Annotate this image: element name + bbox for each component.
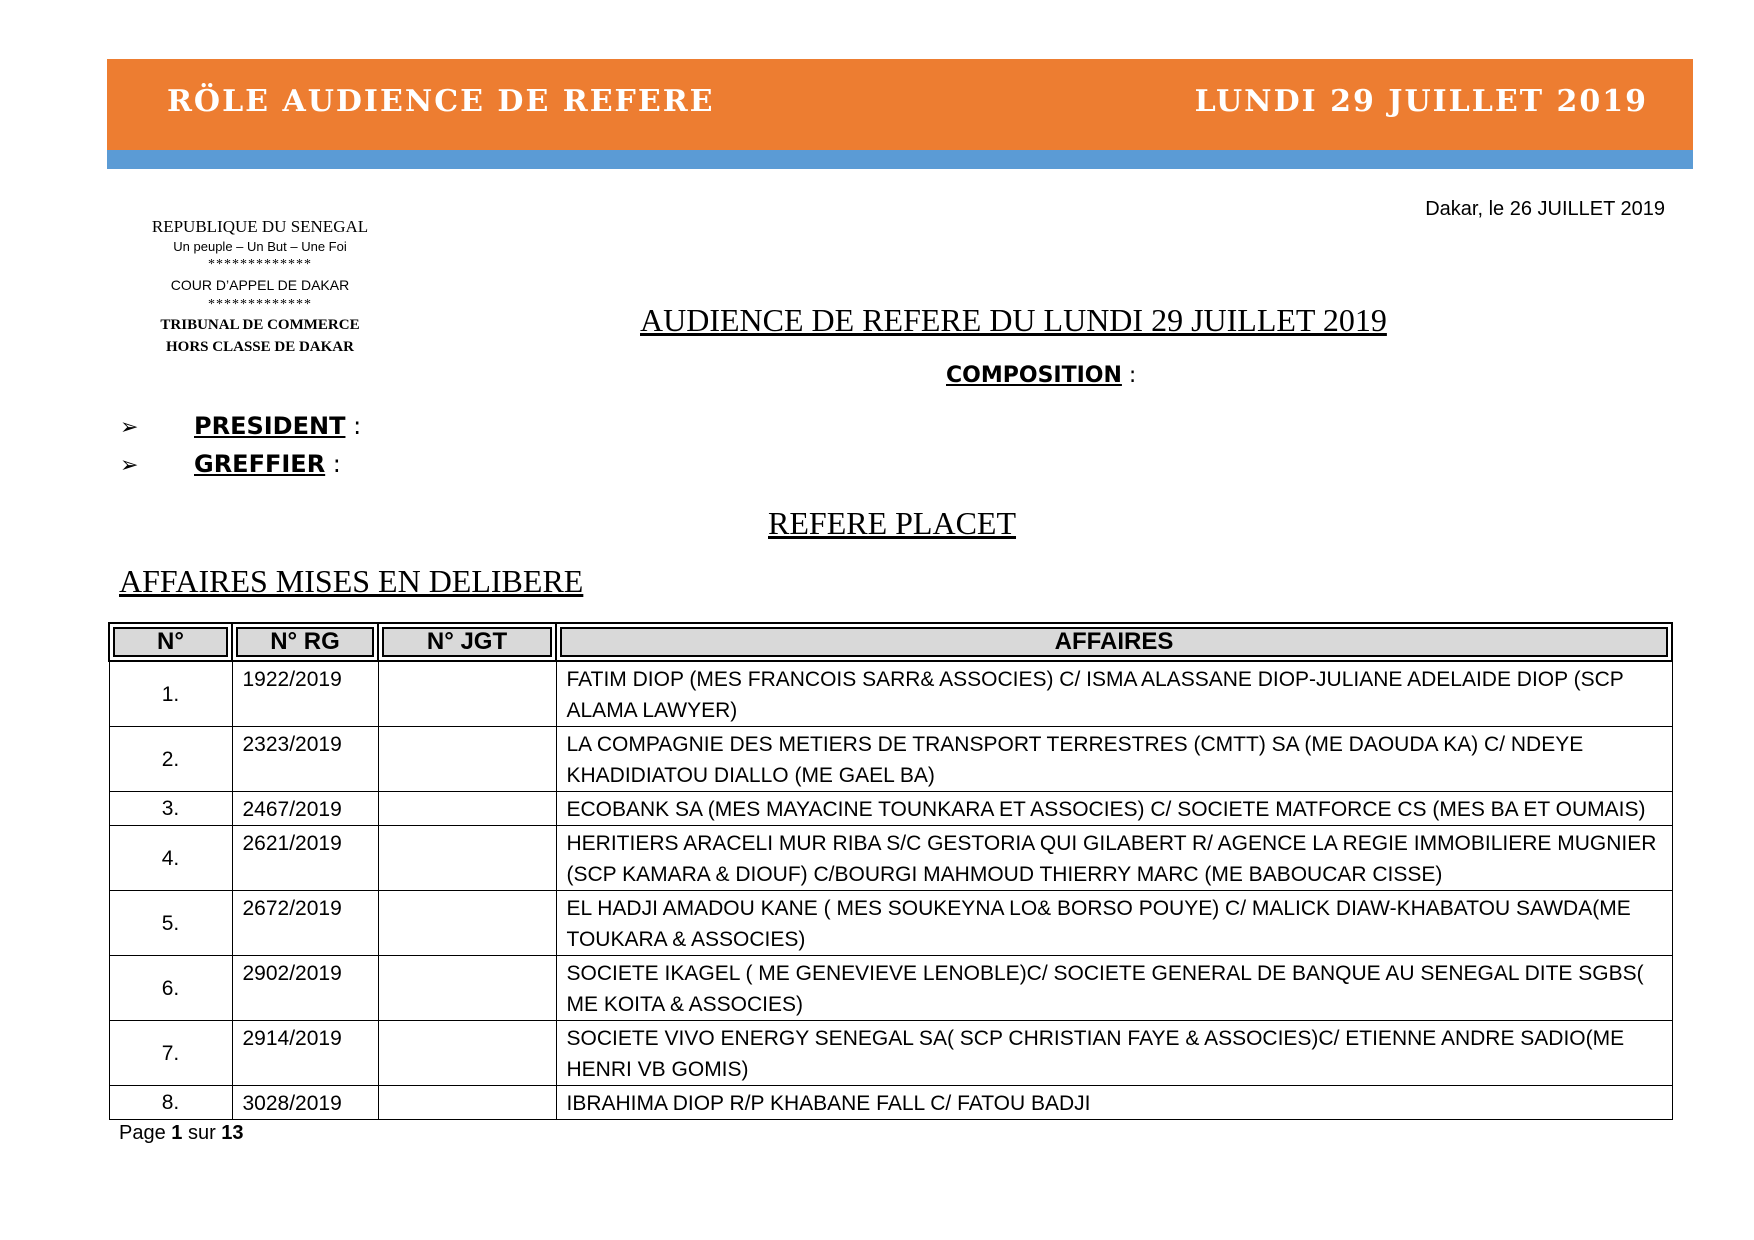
column-header-number: N° (109, 623, 232, 661)
section-title: AFFAIRES MISES EN DELIBERE (119, 563, 584, 599)
page-current: 1 (171, 1122, 183, 1144)
separator-stars: ************* (208, 257, 312, 272)
issuing-authority (130, 216, 390, 358)
case-rg: 2323/2019 (232, 727, 378, 792)
case-affaire: FATIM DIOP (MES FRANCOIS SARR& ASSOCIES) C/ ISMA ALASSANE DIOP-JULIANE ADELAIDE DIOP (SCP ALAMA LAWYER) (556, 661, 1672, 727)
case-rg: 1922/2019 (232, 661, 378, 727)
tribunal-name-line1: TRIBUNAL DE COMMERCE (160, 317, 360, 333)
case-rg: 2672/2019 (232, 891, 378, 956)
refere-placet-title: REFERE PLACET (768, 505, 1017, 541)
case-jgt (378, 956, 556, 1021)
column-header-rg: N° RG (232, 623, 378, 661)
case-number: 4. (109, 826, 232, 891)
case-rg: 2914/2019 (232, 1021, 378, 1086)
case-number: 6. (109, 956, 232, 1021)
composition-label: COMPOSITION (946, 363, 1122, 388)
case-jgt (378, 1021, 556, 1086)
role-suffix: : (325, 450, 341, 478)
case-affaire: IBRAHIMA DIOP R/P KHABANE FALL C/ FATOU BADJI (556, 1086, 1672, 1120)
case-number: 7. (109, 1021, 232, 1086)
case-number: 8. (109, 1086, 232, 1120)
separator-stars: ************* (208, 297, 312, 312)
case-affaire: SOCIETE IKAGEL ( ME GENEVIEVE LENOBLE)C/ SOCIETE GENERAL DE BANQUE AU SENEGAL DITE SGBS( ME KOITA & ASSOCIES) (556, 956, 1672, 1021)
table-row (109, 1021, 1672, 1086)
case-rg: 2621/2019 (232, 826, 378, 891)
banner-title: RÖLE AUDIENCE DE REFERE (167, 84, 715, 119)
document-date: Dakar, le 26 JUILLET 2019 (1425, 198, 1665, 220)
case-jgt (378, 1086, 556, 1120)
table-row (109, 826, 1672, 891)
tribunal-name-line2: HORS CLASSE DE DAKAR (166, 339, 354, 355)
column-header-jgt: N° JGT (378, 623, 556, 661)
page-total: 13 (221, 1122, 244, 1144)
republic-name: REPUBLIQUE DU SENEGAL (151, 217, 369, 236)
case-jgt (378, 661, 556, 727)
banner-date: LUNDI 29 JUILLET 2019 (1194, 84, 1648, 119)
case-jgt (378, 792, 556, 826)
cases-table (108, 622, 1673, 1120)
case-rg: 2467/2019 (232, 792, 378, 826)
case-jgt (378, 826, 556, 891)
page-prefix: Page (119, 1122, 172, 1144)
composition-suffix: : (1121, 363, 1137, 388)
role-president (120, 412, 361, 440)
case-affaire: ECOBANK SA (MES MAYACINE TOUNKARA ET ASSOCIES) C/ SOCIETE MATFORCE CS (MES BA ET OUMAIS) (556, 792, 1672, 826)
arrow-bullet-icon: ➢ (120, 415, 139, 440)
page-middle: sur (182, 1122, 222, 1144)
case-affaire: SOCIETE VIVO ENERGY SENEGAL SA( SCP CHRISTIAN FAYE & ASSOCIES)C/ ETIENNE ANDRE SADIO(ME HENRI VB GOMIS) (556, 1021, 1672, 1086)
hearing-title: AUDIENCE DE REFERE DU LUNDI 29 JUILLET 2019 (640, 302, 1387, 338)
case-number: 1. (109, 661, 232, 727)
case-jgt (378, 891, 556, 956)
case-jgt (378, 727, 556, 792)
page-indicator (119, 1122, 244, 1145)
table-row (109, 956, 1672, 1021)
national-motto: Un peuple – Un But – Une Foi (173, 239, 347, 254)
banner-stripe (107, 150, 1693, 169)
court-name: COUR D’APPEL DE DAKAR (170, 277, 350, 293)
case-number: 3. (109, 792, 232, 826)
case-number: 2. (109, 727, 232, 792)
case-number: 5. (109, 891, 232, 956)
header-banner (107, 59, 1693, 150)
case-affaire: LA COMPAGNIE DES METIERS DE TRANSPORT TERRESTRES (CMTT) SA (ME DAOUDA KA) C/ NDEYE KHADIDIATOU DIALLO (ME GAEL BA) (556, 727, 1672, 792)
case-affaire: EL HADJI AMADOU KANE ( MES SOUKEYNA LO& BORSO POUYE) C/ MALICK DIAW-KHABATOU SAWDA(ME TOUKARA & ASSOCIES) (556, 891, 1672, 956)
role-greffier (120, 450, 341, 478)
case-rg: 3028/2019 (232, 1086, 378, 1120)
case-rg: 2902/2019 (232, 956, 378, 1021)
case-affaire: HERITIERS ARACELI MUR RIBA S/C GESTORIA QUI GILABERT R/ AGENCE LA REGIE IMMOBILIERE MUGNIER (SCP KAMARA & DIOUF) C/BOURGI MAHMOUD THIERRY MARC (ME BABOUCAR CISSE) (556, 826, 1672, 891)
table-row (109, 727, 1672, 792)
table-row (109, 792, 1672, 826)
arrow-bullet-icon: ➢ (120, 453, 139, 478)
role-suffix: : (345, 412, 362, 440)
table-row (109, 891, 1672, 956)
column-header-affaires: AFFAIRES (556, 623, 1672, 661)
table-row (109, 1086, 1672, 1120)
composition-heading (946, 363, 1136, 388)
role-label: GREFFIER (194, 450, 326, 478)
role-label: PRESIDENT (194, 412, 346, 440)
table-row (109, 661, 1672, 727)
table-header-row (109, 623, 1672, 661)
